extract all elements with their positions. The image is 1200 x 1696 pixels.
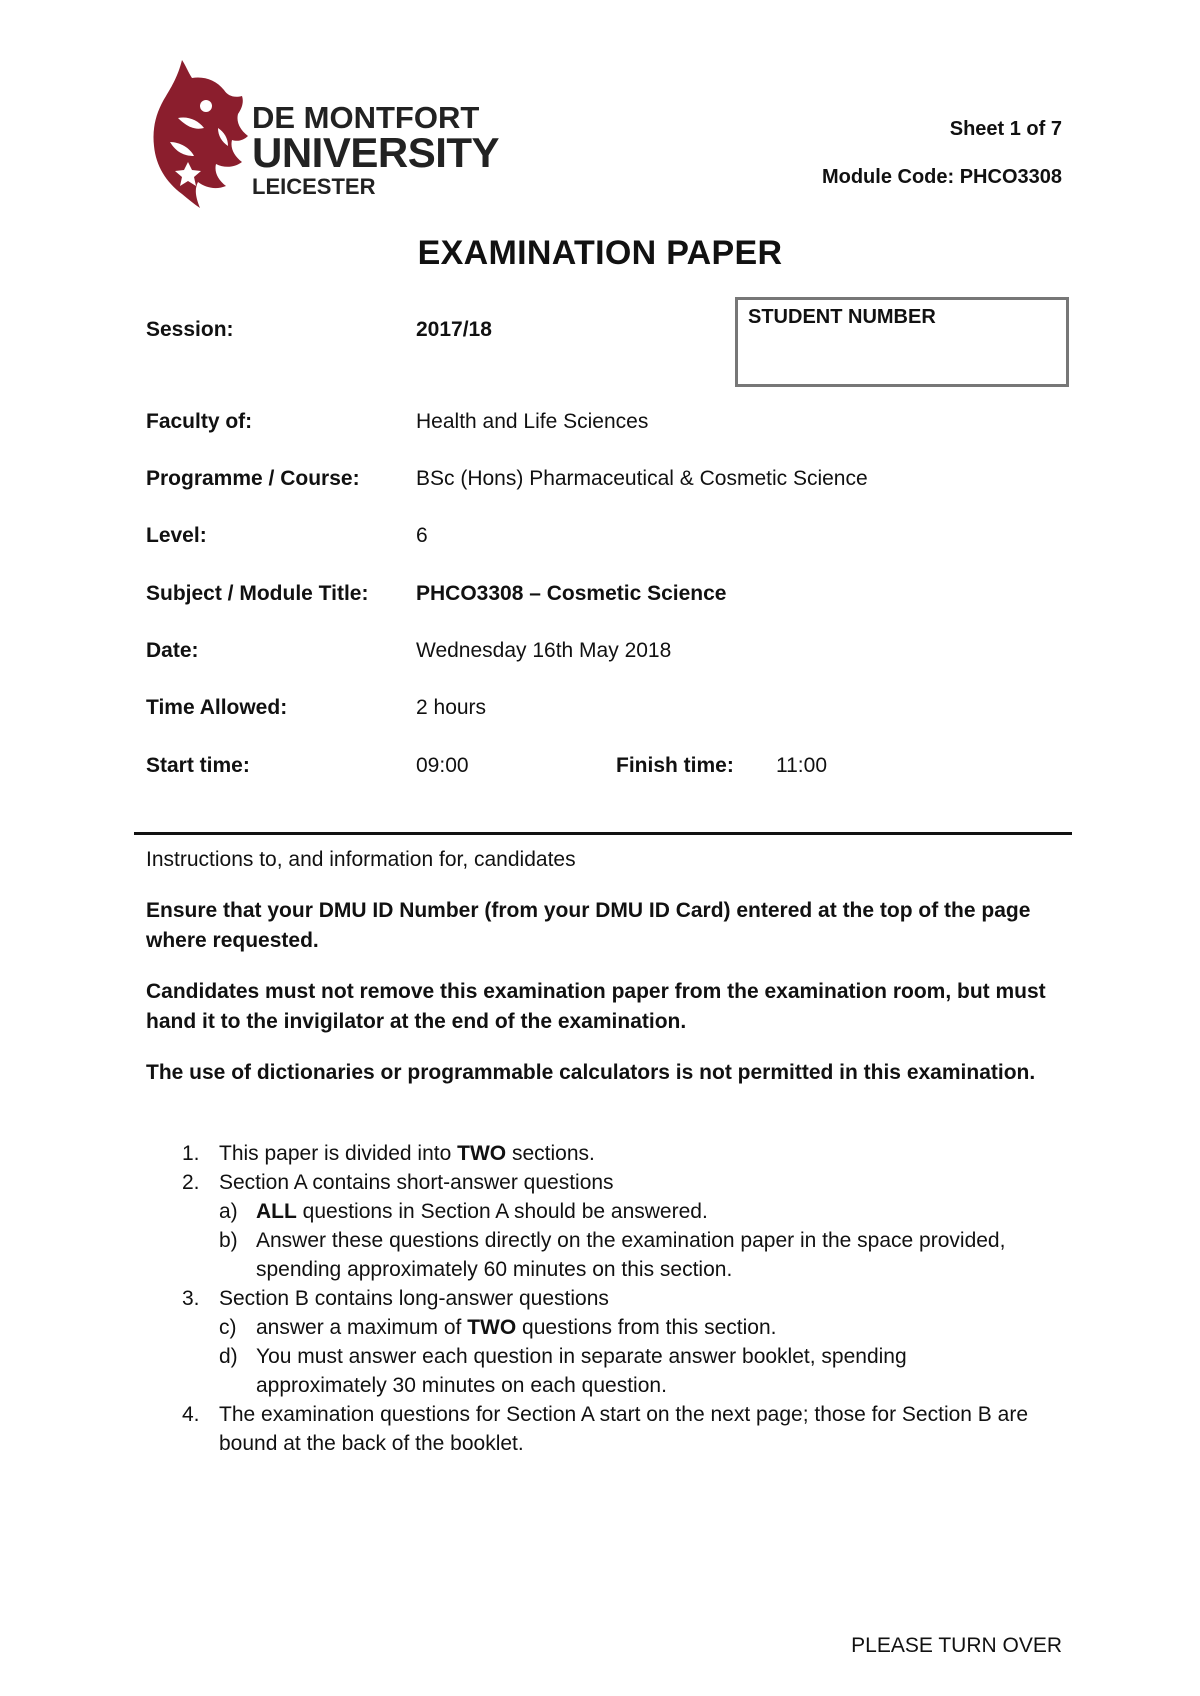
logo-line-2: UNIVERSITY [252, 129, 500, 176]
list-item-3: Section B contains long-answer questions [219, 1287, 609, 1310]
programme-label: Programme / Course: [146, 467, 360, 490]
page-footer: PLEASE TURN OVER [851, 1634, 1062, 1657]
sub-item-d: You must answer each question in separate answer booklet, spending approximately 30 minutes on each question. [256, 1345, 907, 1397]
list-item-2: Section A contains short-answer questions [219, 1171, 614, 1194]
instruction-paragraph-1: Ensure that your DMU ID Number (from your DMU ID Card) entered at the top of the page where requested. [146, 899, 1031, 952]
student-number-label: STUDENT NUMBER [748, 306, 936, 328]
date-value: Wednesday 16th May 2018 [416, 639, 672, 662]
sub-item-b: Answer these questions directly on the examination paper in the space provided, spending approximately 60 minutes on this section. [256, 1229, 1006, 1281]
list-item-1: This paper is divided into TWO sections. [219, 1142, 595, 1165]
finish-time-value: 11:00 [776, 754, 827, 777]
logo-line-1: DE MONTFORT [252, 100, 480, 135]
session-value: 2017/18 [416, 318, 492, 341]
time-allowed-label: Time Allowed: [146, 696, 288, 719]
faculty-value: Health and Life Sciences [416, 410, 649, 433]
programme-value: BSc (Hons) Pharmaceutical & Cosmetic Science [416, 467, 868, 490]
faculty-label: Faculty of: [146, 410, 253, 433]
list-item-1-number: 1. [182, 1142, 200, 1165]
dmu-lion-crest-icon [148, 58, 248, 208]
level-value: 6 [416, 524, 428, 547]
sheet-number: Sheet 1 of 7 [949, 118, 1062, 140]
date-label: Date: [146, 639, 199, 662]
sub-item-c-letter: c) [219, 1316, 237, 1339]
logo-line-3: LEICESTER [252, 174, 376, 199]
session-label: Session: [146, 318, 234, 341]
instruction-paragraph-3: The use of dictionaries or programmable calculators is not permitted in this examination. [146, 1061, 1036, 1084]
module-title-label: Subject / Module Title: [146, 582, 369, 605]
finish-time-label: Finish time: [616, 754, 734, 777]
list-item-4: The examination questions for Section A start on the next page; those for Section B are bound at the back of the booklet. [219, 1403, 1028, 1455]
sub-item-a: ALL questions in Section A should be answered. [256, 1200, 708, 1223]
emphasis-all: ALL [256, 1200, 297, 1223]
sub-item-d-letter: d) [219, 1345, 238, 1368]
emphasis-two: TWO [457, 1142, 507, 1165]
list-item-4-number: 4. [182, 1403, 200, 1426]
module-title-value: PHCO3308 – Cosmetic Science [416, 582, 727, 605]
student-number-box[interactable] [735, 297, 1069, 387]
start-time-label: Start time: [146, 754, 250, 777]
list-item-2-number: 2. [182, 1171, 200, 1194]
emphasis-two: TWO [467, 1316, 517, 1339]
sub-item-a-letter: a) [219, 1200, 238, 1223]
instructions-heading: Instructions to, and information for, candidates [146, 848, 576, 871]
sub-item-c: answer a maximum of TWO questions from this section. [256, 1316, 777, 1339]
level-label: Level: [146, 524, 207, 547]
university-logo [148, 58, 508, 208]
sub-item-b-letter: b) [219, 1229, 238, 1252]
module-code: Module Code: PHCO3308 [821, 166, 1062, 188]
instruction-paragraph-2: Candidates must not remove this examination paper from the examination room, but must hand it to the invigilator at the end of the examination. [146, 980, 1046, 1033]
page-title: EXAMINATION PAPER [417, 234, 783, 272]
list-item-3-number: 3. [182, 1287, 200, 1310]
start-time-value: 09:00 [416, 754, 469, 777]
time-allowed-value: 2 hours [416, 696, 487, 719]
section-divider [134, 832, 1072, 835]
